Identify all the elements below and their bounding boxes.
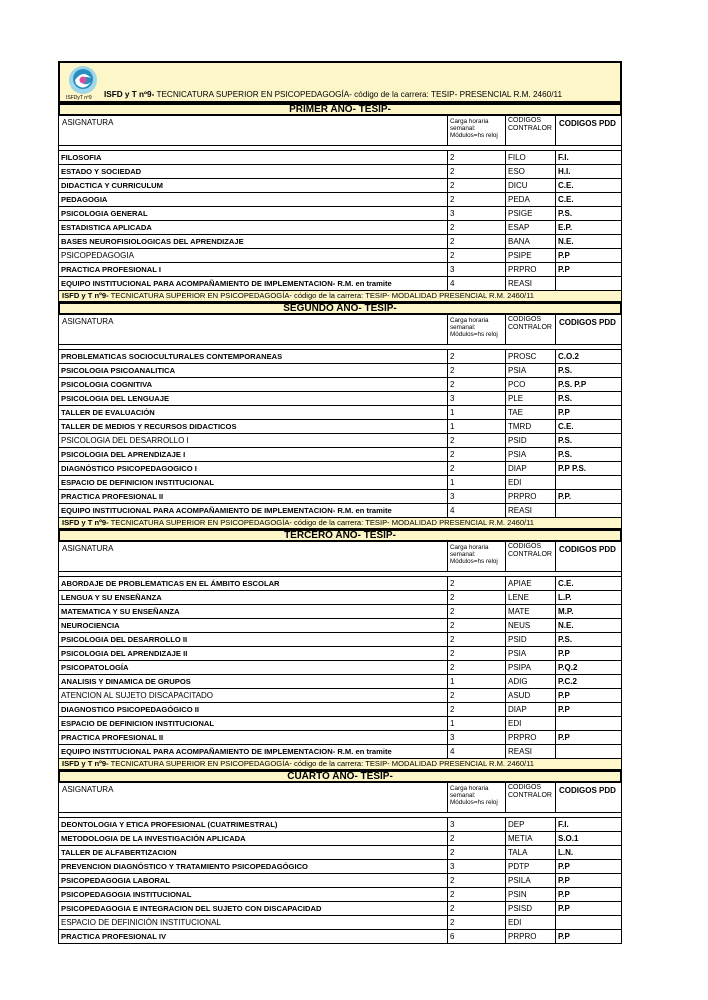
code-cell: PEDA (506, 193, 556, 206)
hours-cell: 2 (448, 647, 506, 660)
codes-column-header: CODIGOS CONTRALOR (506, 116, 556, 145)
code-cell: PRPRO (506, 731, 556, 744)
hours-cell: 2 (448, 619, 506, 632)
pdd-cell: C.E. (558, 422, 574, 431)
subject-column-header: ASIGNATURA (59, 116, 448, 145)
code-cell: PLE (506, 392, 556, 405)
table-row (58, 633, 622, 647)
subject-cell: PSICOLOGIA DEL DESARROLLO II (59, 633, 448, 646)
hours-cell: 2 (448, 235, 506, 248)
code-cell: DIAP (506, 703, 556, 716)
hours-cell: 2 (448, 378, 506, 391)
hours-cell: 4 (448, 277, 506, 290)
subject-cell: PSICOLOGIA DEL LENGUAJE (59, 392, 448, 405)
pdd-cell: P.S. (558, 450, 573, 459)
hours-cell: 2 (448, 832, 506, 845)
subject-cell: PSICOPEDAGOGIA INSTITUCIONAL (59, 888, 448, 901)
subject-cell: PSICOLOGIA GENERAL (59, 207, 448, 220)
code-cell: LENE (506, 591, 556, 604)
pdd-cell (556, 916, 621, 929)
pdd-cell: P.S. (558, 209, 573, 218)
subject-cell: ABORDAJE DE PROBLEMATICAS EN EL ÁMBITO ESCOLAR (59, 577, 448, 590)
table-row (58, 832, 622, 846)
code-cell: ADIG (506, 675, 556, 688)
code-cell: PSIGE (506, 207, 556, 220)
band-institution: ISFD y T nº9- (62, 518, 109, 527)
table-row (58, 406, 622, 420)
pdd-cell: P.P (558, 649, 570, 658)
subject-cell: LENGUA Y SU ENSEÑANZA (59, 591, 448, 604)
pdd-column-header: CODIGOS PDD (559, 318, 616, 327)
pdd-cell: N.E. (558, 237, 574, 246)
codes-column-header: CODIGOS CONTRALOR (506, 783, 556, 812)
pdd-cell: P.P (558, 251, 570, 260)
pdd-cell (556, 277, 621, 290)
band-text: TECNICATURA SUPERIOR EN PSICOPEDAGOGÍA- código de la carrera: TESIP- MODALIDAD PRESENCIAL R.M. 2460/11 (108, 291, 535, 300)
subject-cell: PRACTICA PROFESIONAL IV (59, 930, 448, 943)
pdd-cell (556, 476, 621, 489)
table-row (58, 490, 622, 504)
band-text: TECNICATURA SUPERIOR EN PSICOPEDAGOGÍA- código de la carrera: TESIP- MODALIDAD PRESENCIAL R.M. 2460/11 (108, 518, 535, 527)
pdd-cell: F.I. (558, 153, 569, 162)
hours-cell: 2 (448, 689, 506, 702)
hours-cell: 2 (448, 165, 506, 178)
codes-column-header: CODIGOS CONTRALOR (506, 542, 556, 571)
table-row (58, 235, 622, 249)
institution-name: ISFD y T nº9- (104, 90, 155, 99)
subject-cell: ESPACIO DE DEFINICION INSTITUCIONAL (59, 476, 448, 489)
table-row (58, 647, 622, 661)
code-cell: NEUS (506, 619, 556, 632)
code-cell: TALA (506, 846, 556, 859)
table-row (58, 689, 622, 703)
hours-cell: 2 (448, 846, 506, 859)
subject-cell: PSICOPEDAGOGIA (59, 249, 448, 262)
code-cell: PSIPE (506, 249, 556, 262)
hours-cell: 2 (448, 703, 506, 716)
year-sections (58, 103, 622, 944)
table-row (58, 462, 622, 476)
subject-cell: PSICOLOGIA DEL DESARROLLO I (59, 434, 448, 447)
pdd-cell: P.Q.2 (558, 663, 578, 672)
subject-cell: MATEMATICA Y SU ENSEÑANZA (59, 605, 448, 618)
hours-cell: 2 (448, 462, 506, 475)
code-cell: METIA (506, 832, 556, 845)
code-cell: PSID (506, 633, 556, 646)
hours-column-header: Carga horaria semanal: Módulos=hs reloj (448, 783, 506, 812)
table-row (58, 591, 622, 605)
pdd-cell: H.I. (558, 167, 571, 176)
year-title: SEGUNDO AÑO- TESIP- (58, 302, 622, 315)
code-cell: FILO (506, 151, 556, 164)
pdd-cell: F.I. (558, 820, 569, 829)
table-row (58, 249, 622, 263)
pdd-cell: C.E. (558, 579, 574, 588)
subject-cell: PSICOPEDAGOGIA E INTEGRACION DEL SUJETO CON DISCAPACIDAD (59, 902, 448, 915)
code-cell: PSISD (506, 902, 556, 915)
hours-cell: 2 (448, 577, 506, 590)
pdd-cell: P.P (558, 862, 570, 871)
subject-cell: ATENCION AL SUJETO DISCAPACITADO (59, 689, 448, 702)
document-title (104, 90, 562, 99)
hours-cell: 4 (448, 504, 506, 517)
code-cell: APIAE (506, 577, 556, 590)
table-row (58, 378, 622, 392)
code-cell: DICU (506, 179, 556, 192)
table-row (58, 731, 622, 745)
hours-cell: 2 (448, 448, 506, 461)
table-row (58, 605, 622, 619)
band-institution: ISFD y T nº9- (62, 291, 109, 300)
career-band (58, 759, 622, 770)
subject-column-header: ASIGNATURA (59, 315, 448, 344)
subject-cell: FILOSOFIA (59, 151, 448, 164)
subject-cell: ESTADO Y SOCIEDAD (59, 165, 448, 178)
year-title: CUARTO AÑO- TESIP- (58, 770, 622, 783)
hours-cell: 3 (448, 207, 506, 220)
table-row (58, 165, 622, 179)
pdd-cell: P.S. (558, 635, 573, 644)
subject-cell: EQUIPO INSTITUCIONAL PARA ACOMPAÑAMIENTO DE IMPLEMENTACION- R.M. en tramite (59, 504, 448, 517)
pdd-cell: C.E. (558, 195, 574, 204)
pdd-cell: P.S. (558, 394, 573, 403)
subject-cell: PSICOPATOLOGÍA (59, 661, 448, 674)
code-cell: PSIPA (506, 661, 556, 674)
code-cell: REASI (506, 277, 556, 290)
hours-column-header: Carga horaria semanal: Módulos=hs reloj (448, 116, 506, 145)
pdd-cell (556, 717, 621, 730)
pdd-cell: P.P (558, 733, 570, 742)
pdd-cell: P.P (558, 408, 570, 417)
column-header (58, 315, 622, 345)
code-cell: ESO (506, 165, 556, 178)
table-row (58, 619, 622, 633)
table-row (58, 179, 622, 193)
code-cell: ASUD (506, 689, 556, 702)
pdd-cell: N.E. (558, 621, 574, 630)
code-cell: PCO (506, 378, 556, 391)
codes-column-header: CODIGOS CONTRALOR (506, 315, 556, 344)
hours-cell: 2 (448, 249, 506, 262)
hours-cell: 3 (448, 731, 506, 744)
subject-column-header: ASIGNATURA (59, 542, 448, 571)
hours-cell: 2 (448, 179, 506, 192)
pdd-column-header: CODIGOS PDD (559, 545, 616, 554)
hours-cell: 2 (448, 661, 506, 674)
table-row (58, 151, 622, 165)
table-row (58, 263, 622, 277)
hours-cell: 1 (448, 675, 506, 688)
subject-cell: METODOLOGIA DE LA INVESTIGACIÓN APLICADA (59, 832, 448, 845)
subject-cell: NEUROCIENCIA (59, 619, 448, 632)
hours-column-header: Carga horaria semanal: Módulos=hs reloj (448, 542, 506, 571)
career-title: TECNICATURA SUPERIOR EN PSICOPEDAGOGÍA- código de la carrera: TESIP- PRESENCIAL R.M. 2460/11 (154, 90, 562, 99)
subject-cell: ESTADISTICA APLICADA (59, 221, 448, 234)
hours-cell: 3 (448, 392, 506, 405)
subject-cell: ANALISIS Y DINAMICA DE GRUPOS (59, 675, 448, 688)
curriculum-document (58, 61, 622, 944)
logo-caption: ISFDyT nº9 (66, 95, 92, 101)
subject-cell: DEONTOLOGIA Y ETICA PROFESIONAL (CUATRIMESTRAL) (59, 818, 448, 831)
hours-cell: 2 (448, 364, 506, 377)
pdd-cell: L.P. (558, 593, 572, 602)
pdd-cell: P.P (558, 691, 570, 700)
hours-cell: 3 (448, 860, 506, 873)
year-title: PRIMER AÑO- TESIP- (58, 103, 622, 116)
year-title: TERCERO AÑO- TESIP- (58, 529, 622, 542)
subject-cell: PEDAGOGIA (59, 193, 448, 206)
code-cell: ESAP (506, 221, 556, 234)
hours-cell: 2 (448, 591, 506, 604)
hours-column-header: Carga horaria semanal: Módulos=hs reloj (448, 315, 506, 344)
table-row (58, 846, 622, 860)
institution-logo-icon (68, 65, 98, 95)
band-institution: ISFD y T nº9- (62, 759, 109, 768)
pdd-column-header: CODIGOS PDD (559, 119, 616, 128)
code-cell: PROSC (506, 350, 556, 363)
hours-cell: 2 (448, 350, 506, 363)
hours-cell: 2 (448, 151, 506, 164)
table-row (58, 392, 622, 406)
hours-cell: 1 (448, 406, 506, 419)
hours-cell: 2 (448, 916, 506, 929)
pdd-cell: P.P (558, 265, 570, 274)
pdd-cell: P.S. (558, 366, 573, 375)
table-row (58, 717, 622, 731)
table-row (58, 930, 622, 944)
subject-cell: PRACTICA PROFESIONAL II (59, 731, 448, 744)
code-cell: PSIA (506, 647, 556, 660)
subject-cell: PRACTICA PROFESIONAL I (59, 263, 448, 276)
table-row (58, 661, 622, 675)
code-cell: TMRD (506, 420, 556, 433)
code-cell: PSID (506, 434, 556, 447)
table-row (58, 902, 622, 916)
table-row (58, 916, 622, 930)
table-row (58, 277, 622, 291)
hours-cell: 2 (448, 874, 506, 887)
career-band (58, 518, 622, 529)
code-cell: BANA (506, 235, 556, 248)
pdd-cell: L.N. (558, 848, 574, 857)
pdd-cell (556, 745, 621, 758)
pdd-cell: P.P (558, 904, 570, 913)
code-cell: DIAP (506, 462, 556, 475)
pdd-cell: C.O.2 (558, 352, 579, 361)
hours-cell: 6 (448, 930, 506, 943)
code-cell: PSIN (506, 888, 556, 901)
subject-cell: TALLER DE MEDIOS Y RECURSOS DIDACTICOS (59, 420, 448, 433)
pdd-cell: P.C.2 (558, 677, 577, 686)
table-row (58, 207, 622, 221)
column-header (58, 542, 622, 572)
table-row (58, 420, 622, 434)
pdd-cell: P.P (558, 932, 570, 941)
table-row (58, 577, 622, 591)
hours-cell: 3 (448, 263, 506, 276)
pdd-column-header: CODIGOS PDD (559, 786, 616, 795)
table-row (58, 888, 622, 902)
code-cell: PRPRO (506, 930, 556, 943)
code-cell: PRPRO (506, 490, 556, 503)
subject-cell: TALLER DE EVALUACIÓN (59, 406, 448, 419)
column-header (58, 783, 622, 813)
subject-cell: ESPACIO DE DEFINICIÓN INSTITUCIONAL (59, 916, 448, 929)
table-row (58, 364, 622, 378)
hours-cell: 2 (448, 193, 506, 206)
table-row (58, 860, 622, 874)
code-cell: DEP (506, 818, 556, 831)
table-row (58, 703, 622, 717)
code-cell: PDTP (506, 860, 556, 873)
subject-cell: DIAGNOSTICO PSICOPEDAGÓGICO II (59, 703, 448, 716)
pdd-cell: E.P. (558, 223, 573, 232)
hours-cell: 2 (448, 605, 506, 618)
subject-column-header: ASIGNATURA (59, 783, 448, 812)
table-row (58, 745, 622, 759)
code-cell: REASI (506, 504, 556, 517)
subject-cell: PREVENCION DIAGNÓSTICO Y TRATAMIENTO PSICOPEDAGÓGICO (59, 860, 448, 873)
table-row (58, 193, 622, 207)
code-cell: MATE (506, 605, 556, 618)
career-band (58, 291, 622, 302)
pdd-cell: C.E. (558, 181, 574, 190)
hours-cell: 1 (448, 476, 506, 489)
pdd-cell: P.P (558, 890, 570, 899)
code-cell: EDI (506, 476, 556, 489)
column-header (58, 116, 622, 146)
document-header (58, 61, 622, 103)
subject-cell: PSICOPEDAGOGIA LABORAL (59, 874, 448, 887)
pdd-cell: S.O.1 (558, 834, 579, 843)
subject-cell: EQUIPO INSTITUCIONAL PARA ACOMPAÑAMIENTO DE IMPLEMENTACION- R.M. en tramite (59, 277, 448, 290)
table-row (58, 874, 622, 888)
table-row (58, 675, 622, 689)
subject-cell: PSICOLOGIA COGNITIVA (59, 378, 448, 391)
pdd-cell: P.P P.S. (558, 464, 587, 473)
code-cell: REASI (506, 745, 556, 758)
subject-cell: EQUIPO INSTITUCIONAL PARA ACOMPAÑAMIENTO DE IMPLEMENTACION- R.M. en tramite (59, 745, 448, 758)
table-row (58, 350, 622, 364)
code-cell: EDI (506, 717, 556, 730)
hours-cell: 2 (448, 633, 506, 646)
subject-cell: PSICOLOGIA PSICOANALITICA (59, 364, 448, 377)
code-cell: PRPRO (506, 263, 556, 276)
hours-cell: 1 (448, 717, 506, 730)
subject-cell: ESPACIO DE DEFINICION INSTITUCIONAL (59, 717, 448, 730)
band-text: TECNICATURA SUPERIOR EN PSICOPEDAGOGÍA- código de la carrera: TESIP- MODALIDAD PRESENCIAL R.M. 2460/11 (108, 759, 535, 768)
code-cell: PSIA (506, 364, 556, 377)
table-row (58, 476, 622, 490)
pdd-cell: M.P. (558, 607, 574, 616)
pdd-cell: P.P. (558, 492, 572, 501)
hours-cell: 1 (448, 420, 506, 433)
table-row (58, 448, 622, 462)
hours-cell: 3 (448, 818, 506, 831)
table-row (58, 818, 622, 832)
code-cell: PSIA (506, 448, 556, 461)
code-cell: TAE (506, 406, 556, 419)
pdd-cell: P.S. (558, 436, 573, 445)
subject-cell: DIAGNÓSTICO PSICOPEDAGOGICO I (59, 462, 448, 475)
hours-cell: 2 (448, 902, 506, 915)
subject-cell: PROBLEMATICAS SOCIOCULTURALES CONTEMPORANEAS (59, 350, 448, 363)
subject-cell: PRACTICA PROFESIONAL II (59, 490, 448, 503)
subject-cell: PSICOLOGIA DEL APRENDIZAJE II (59, 647, 448, 660)
subject-cell: DIDACTICA Y CURRICULUM (59, 179, 448, 192)
code-cell: PSILA (506, 874, 556, 887)
hours-cell: 4 (448, 745, 506, 758)
subject-cell: BASES NEUROFISIOLOGICAS DEL APRENDIZAJE (59, 235, 448, 248)
table-row (58, 221, 622, 235)
pdd-cell: P.S. P.P (558, 380, 587, 389)
pdd-cell (556, 504, 621, 517)
hours-cell: 2 (448, 888, 506, 901)
table-row (58, 504, 622, 518)
pdd-cell: P.P (558, 705, 570, 714)
hours-cell: 3 (448, 490, 506, 503)
hours-cell: 2 (448, 434, 506, 447)
pdd-cell: P.P (558, 876, 570, 885)
code-cell: EDI (506, 916, 556, 929)
subject-cell: PSICOLOGIA DEL APRENDIZAJE I (59, 448, 448, 461)
hours-cell: 2 (448, 221, 506, 234)
table-row (58, 434, 622, 448)
subject-cell: TALLER DE ALFABERTIZACION (59, 846, 448, 859)
